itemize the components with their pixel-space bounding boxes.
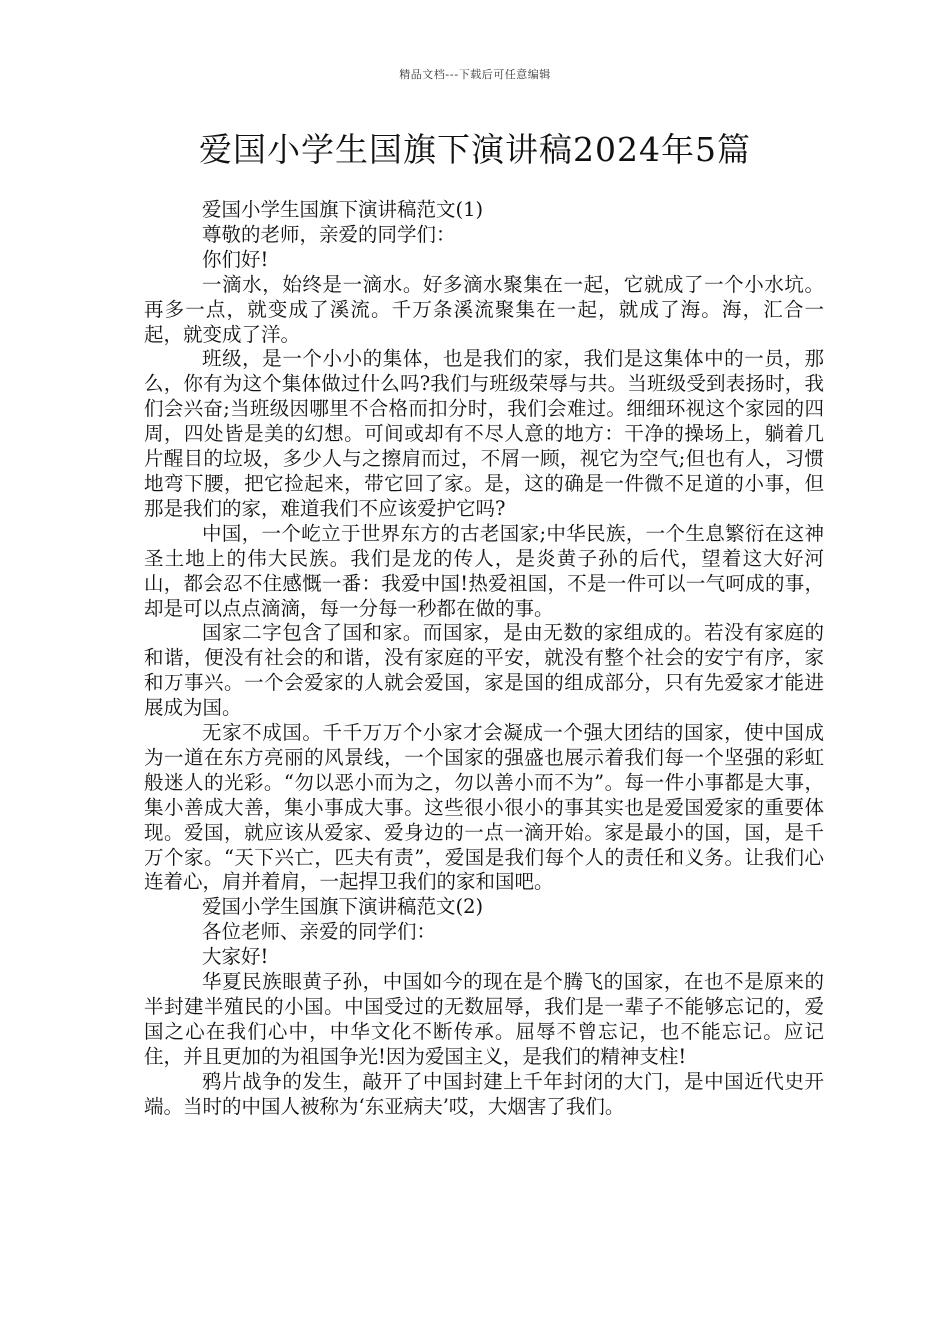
paragraph-greeting: 你们好! bbox=[202, 247, 269, 271]
page-header-note: 精品文档---下载后可任意编辑 bbox=[399, 68, 551, 81]
paragraph-salutation: 尊敬的老师，亲爱的同学们： bbox=[202, 222, 456, 246]
paragraph-greeting: 大家好! bbox=[202, 945, 269, 969]
paragraph-salutation: 各位老师、亲爱的同学们： bbox=[202, 920, 437, 944]
paragraph: 鸦片战争的发生，敲开了中国封建上千年封闭的大门，是中国近代史开端。当时的中国人被称为‘东亚病夫’哎，大烟害了我们。 bbox=[144, 1069, 824, 1118]
paragraph-essay2-heading: 爱国小学生国旗下演讲稿范文(2) bbox=[202, 895, 484, 919]
paragraph: 中国，一个屹立于世界东方的古老国家;中华民族，一个生息繁衍在这神圣土地上的伟大民族。我们是龙的传人，是炎黄子孙的后代，望着这大好河山，都会忍不住感慨一番：我爱中国!热爱祖国，不是一件可以一气呵成的事，却是可以点点滴滴，每一分每一秒都在做的事。 bbox=[144, 521, 824, 620]
document-title: 爱国小学生国旗下演讲稿2024年5篇 bbox=[199, 130, 751, 169]
paragraph: 一滴水，始终是一滴水。好多滴水聚集在一起，它就成了一个小水坑。再多一点，就变成了溪流。千万条溪流聚集在一起，就成了海。海，汇合一起，就变成了洋。 bbox=[144, 272, 824, 346]
paragraph: 班级，是一个小小的集体，也是我们的家，我们是这集体中的一员，那么，你有为这个集体做过什么吗?我们与班级荣辱与共。当班级受到表扬时，我们会兴奋;当班级因哪里不合格而扣分时，我们会难过。细细环视这个家园的四周，四处皆是美的幻想。可间或却有不尽人意的地方：干净的操场上，躺着几片醒目的垃圾，多少人与之擦肩而过，不屑一顾，视它为空气;但也有人，习惯地弯下腰，把它捡起来，带它回了家。是，这的确是一件微不足道的小事，但那是我们的家，难道我们不应该爱护它吗? bbox=[144, 347, 824, 520]
document-body bbox=[144, 198, 824, 1120]
paragraph: 无家不成国。千千万万个小家才会凝成一个强大团结的国家，使中国成为一道在东方亮丽的风景线，一个国家的强盛也展示着我们每一个坚强的彩虹般迷人的光彩。“勿以恶小而为之，勿以善小而不为”。每一件小事都是大事，集小善成大善，集小事成大事。这些很小很小的事其实也是爱国爱家的重要体现。爱国，就应该从爱家、爱身边的一点一滴开始。家是最小的国，国，是千万个家。“天下兴亡，匹夫有责”，爱国是我们每个人的责任和义务。让我们心连着心，肩并着肩，一起捍卫我们的家和国吧。 bbox=[144, 721, 824, 894]
paragraph: 国家二字包含了国和家。而国家，是由无数的家组成的。若没有家庭的和谐，便没有社会的和谐，没有家庭的平安，就没有整个社会的安宁有序，家和万事兴。一个会爱家的人就会爱国，家是国的组成部分，只有先爱家才能进展成为国。 bbox=[144, 621, 824, 720]
paragraph-essay1-heading: 爱国小学生国旗下演讲稿范文(1) bbox=[202, 198, 484, 221]
paragraph: 华夏民族眼黄子孙，中国如今的现在是个腾飞的国家，在也不是原来的半封建半殖民的小国。中国受过的无数屈辱，我们是一辈子不能够忘记的，爱国之心在我们心中，中华文化不断传承。屈辱不曾忘记，也不能忘记。应记住，并且更加的为祖国争光!因为爱国主义，是我们的精神支柱! bbox=[144, 970, 824, 1068]
